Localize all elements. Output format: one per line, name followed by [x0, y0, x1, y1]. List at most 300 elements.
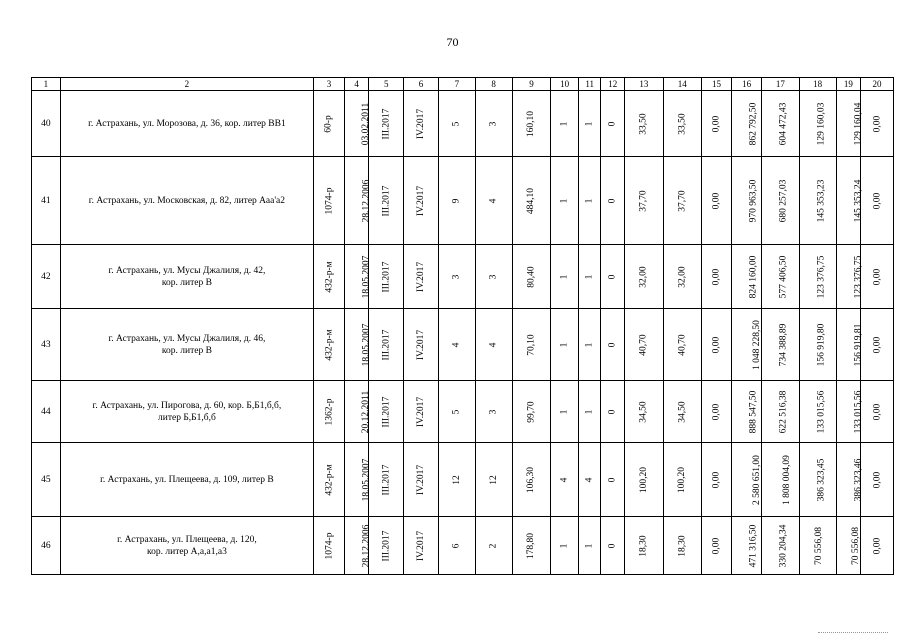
- header-cell: 1: [32, 78, 61, 91]
- cell-c20: [861, 157, 894, 245]
- header-cell: 8: [475, 78, 512, 91]
- cell-c12: [601, 309, 625, 381]
- cell-c9: [512, 157, 551, 245]
- cell-value: 5: [451, 409, 462, 414]
- cell-value: 1: [584, 121, 595, 126]
- cell-value: III.2017: [381, 396, 392, 427]
- cell-c14: [663, 245, 701, 309]
- cell-value: 1: [559, 274, 570, 279]
- cell-c13: [624, 381, 663, 443]
- cell-value: 18,30: [638, 534, 649, 557]
- cell-value: 133 015,56: [816, 390, 827, 433]
- cell-c8: [475, 245, 512, 309]
- cell-c6: [404, 157, 439, 245]
- cell-value: 0,00: [872, 115, 883, 132]
- cell-c12: [601, 157, 625, 245]
- cell-value: IV.2017: [416, 530, 427, 561]
- address-cell: [60, 91, 314, 157]
- cell-value: 28.12.2006: [361, 179, 372, 222]
- cell-value: 471 316,50: [748, 524, 759, 567]
- cell-c8: [475, 91, 512, 157]
- cell-value: III.2017: [381, 530, 392, 561]
- cell-c10: [551, 443, 579, 517]
- address-line: кор. литер В: [161, 277, 212, 288]
- cell-value: 862 792,50: [748, 102, 759, 145]
- address-line: кор. литер А,а,а1,а3: [146, 546, 227, 557]
- table-row: [32, 309, 894, 381]
- cell-value: 18.05.2007: [361, 323, 372, 366]
- cell-value: III.2017: [381, 185, 392, 216]
- cell-c10: [551, 245, 579, 309]
- cell-c16: [732, 381, 762, 443]
- cell-value: 20.12.2011: [361, 390, 372, 433]
- cell-c13: [624, 517, 663, 575]
- cell-value: 1074-р: [324, 187, 335, 214]
- header-cell: 10: [551, 78, 579, 91]
- address-line: г. Астрахань, ул. Плещеева, д. 120,: [117, 534, 257, 545]
- header-cell: 7: [438, 78, 475, 91]
- cell-value: 1: [559, 198, 570, 203]
- cell-value: 0: [607, 121, 618, 126]
- cell-value: 1: [584, 342, 595, 347]
- cell-c15: [701, 157, 732, 245]
- cell-c15: [701, 381, 732, 443]
- cell-c17: [761, 157, 799, 245]
- cell-c6: [404, 381, 439, 443]
- cell-c18: [799, 91, 836, 157]
- cell-value: 577 406,50: [778, 255, 789, 298]
- cell-c14: [663, 381, 701, 443]
- cell-value: 1074-р: [324, 532, 335, 559]
- cell-value: 70 556,08: [813, 526, 824, 565]
- cell-c20: [861, 443, 894, 517]
- cell-value: 4: [559, 477, 570, 482]
- cell-value: 18,30: [677, 534, 688, 557]
- cell-c9: [512, 381, 551, 443]
- cell-value: 160,10: [526, 110, 537, 137]
- cell-c13: [624, 309, 663, 381]
- cell-value: 4: [584, 477, 595, 482]
- cell-c8: [475, 309, 512, 381]
- cell-value: 18.05.2007: [361, 255, 372, 298]
- row-number: 46: [32, 517, 61, 575]
- cell-c3: [314, 245, 345, 309]
- address-line: литер Б,Б1,б,б: [158, 412, 216, 423]
- cell-value: 3: [488, 274, 499, 279]
- cell-c7: [438, 381, 475, 443]
- cell-c20: [861, 381, 894, 443]
- cell-c16: [732, 157, 762, 245]
- address-line: г. Астрахань, ул. Пирогова, д. 60, кор. Б,Б1,б,б,: [92, 400, 282, 411]
- cell-c4: [344, 91, 372, 157]
- cell-value: 32,00: [638, 265, 649, 288]
- cell-c18: [799, 381, 836, 443]
- cell-value: 2 580 651,00: [752, 454, 763, 505]
- cell-c3: [314, 381, 345, 443]
- cell-c14: [663, 309, 701, 381]
- cell-value: 0: [607, 342, 618, 347]
- cell-value: 70,10: [526, 333, 537, 356]
- address-line: г. Астрахань, ул. Морозова, д. 36, кор. литер ВВ1: [88, 118, 286, 129]
- cell-c10: [551, 91, 579, 157]
- cell-value: III.2017: [381, 261, 392, 292]
- cell-c20: [861, 245, 894, 309]
- table-row: [32, 91, 894, 157]
- cell-value: 34,50: [677, 400, 688, 423]
- cell-value: 123 376,75: [852, 255, 863, 298]
- cell-c10: [551, 309, 579, 381]
- cell-c11: [578, 381, 600, 443]
- cell-c17: [761, 309, 799, 381]
- cell-value: 1: [584, 198, 595, 203]
- cell-c12: [601, 517, 625, 575]
- cell-value: 34,50: [638, 400, 649, 423]
- cell-c18: [799, 443, 836, 517]
- cell-value: 0: [607, 274, 618, 279]
- cell-value: 0,00: [872, 192, 883, 209]
- cell-c20: [861, 309, 894, 381]
- cell-c14: [663, 91, 701, 157]
- cell-c13: [624, 157, 663, 245]
- cell-value: 133 015,56: [852, 390, 863, 433]
- cell-c5: [369, 309, 404, 381]
- cell-c5: [369, 157, 404, 245]
- address-cell: [60, 443, 314, 517]
- address-cell: [60, 381, 314, 443]
- cell-c16: [732, 309, 762, 381]
- cell-value: IV.2017: [416, 108, 427, 139]
- cell-c16: [732, 91, 762, 157]
- cell-c7: [438, 157, 475, 245]
- cell-value: 0,00: [711, 192, 722, 209]
- cell-value: 604 472,43: [778, 102, 789, 145]
- cell-c19: [836, 517, 861, 575]
- address-line: кор. литер В: [161, 345, 212, 356]
- cell-value: 3: [488, 409, 499, 414]
- row-number: 43: [32, 309, 61, 381]
- cell-value: 9: [451, 198, 462, 203]
- cell-value: 1: [559, 409, 570, 414]
- cell-value: 80,40: [526, 265, 537, 288]
- cell-c17: [761, 443, 799, 517]
- cell-value: 0,00: [711, 537, 722, 554]
- cell-value: 40,70: [677, 333, 688, 356]
- cell-c13: [624, 443, 663, 517]
- cell-value: 1: [584, 274, 595, 279]
- cell-value: 1: [559, 342, 570, 347]
- cell-c5: [369, 381, 404, 443]
- header-cell: 20: [861, 78, 894, 91]
- cell-c16: [732, 443, 762, 517]
- cell-c13: [624, 91, 663, 157]
- cell-c10: [551, 381, 579, 443]
- cell-value: 123 376,75: [816, 255, 827, 298]
- cell-c11: [578, 91, 600, 157]
- address-cell: [60, 157, 314, 245]
- table-row: [32, 517, 894, 575]
- table-row: [32, 381, 894, 443]
- cell-value: 734 388,89: [778, 323, 789, 366]
- cell-c4: [344, 381, 372, 443]
- cell-value: 145 353,23: [816, 179, 827, 222]
- row-number: 42: [32, 245, 61, 309]
- cell-value: 432-р-м: [324, 328, 335, 361]
- header-cell: 18: [799, 78, 836, 91]
- data-table: [31, 77, 894, 575]
- cell-c3: [314, 91, 345, 157]
- cell-value: 0,00: [872, 537, 883, 554]
- header-cell: 4: [344, 78, 369, 91]
- cell-c14: [663, 517, 701, 575]
- cell-c9: [512, 517, 551, 575]
- cell-c4: [344, 245, 372, 309]
- cell-c3: [314, 309, 345, 381]
- cell-value: 0,00: [711, 268, 722, 285]
- header-cell: 19: [836, 78, 861, 91]
- cell-c8: [475, 517, 512, 575]
- cell-c14: [663, 443, 701, 517]
- cell-c9: [512, 443, 551, 517]
- table-row: [32, 245, 894, 309]
- cell-c7: [438, 245, 475, 309]
- header-cell: 2: [60, 78, 314, 91]
- cell-value: 0: [607, 198, 618, 203]
- cell-value: 1: [584, 409, 595, 414]
- cell-value: 432-р-м: [324, 463, 335, 496]
- cell-value: 129 160,04: [852, 102, 863, 145]
- cell-value: 0,00: [711, 115, 722, 132]
- cell-c4: [344, 517, 372, 575]
- cell-value: 99,70: [526, 400, 537, 423]
- cell-c18: [799, 245, 836, 309]
- scan-artifact: [818, 632, 888, 637]
- address-line: г. Астрахань, ул. Мусы Джалиля, д. 42,: [108, 265, 266, 276]
- cell-value: 0,00: [711, 336, 722, 353]
- cell-value: 28.12.2006: [361, 524, 372, 567]
- cell-c5: [369, 245, 404, 309]
- address-cell: [60, 517, 314, 575]
- cell-value: IV.2017: [416, 185, 427, 216]
- cell-c12: [601, 381, 625, 443]
- cell-c3: [314, 443, 345, 517]
- cell-c17: [761, 517, 799, 575]
- cell-value: 40,70: [638, 333, 649, 356]
- cell-value: 3: [451, 274, 462, 279]
- header-cell: 11: [578, 78, 600, 91]
- cell-c11: [578, 157, 600, 245]
- row-number: 45: [32, 443, 61, 517]
- cell-c20: [861, 91, 894, 157]
- cell-value: 1 808 004,09: [781, 454, 792, 505]
- cell-value: 888 547,50: [748, 390, 759, 433]
- cell-value: 4: [488, 198, 499, 203]
- table-row: [32, 157, 894, 245]
- cell-c11: [578, 245, 600, 309]
- cell-value: 32,00: [677, 265, 688, 288]
- cell-value: IV.2017: [416, 396, 427, 427]
- cell-c19: [836, 381, 861, 443]
- cell-c20: [861, 517, 894, 575]
- row-number: 40: [32, 91, 61, 157]
- cell-c19: [836, 245, 861, 309]
- cell-c7: [438, 309, 475, 381]
- cell-c17: [761, 381, 799, 443]
- address-cell: [60, 245, 314, 309]
- cell-value: 0: [607, 409, 618, 414]
- cell-c15: [701, 309, 732, 381]
- cell-value: 1: [584, 543, 595, 548]
- cell-c7: [438, 443, 475, 517]
- cell-c9: [512, 91, 551, 157]
- cell-c18: [799, 309, 836, 381]
- cell-value: III.2017: [381, 108, 392, 139]
- cell-value: 386 323,46: [852, 458, 863, 501]
- cell-value: 4: [488, 342, 499, 347]
- cell-c12: [601, 91, 625, 157]
- cell-value: IV.2017: [416, 261, 427, 292]
- cell-value: 622 516,38: [778, 390, 789, 433]
- cell-c6: [404, 309, 439, 381]
- cell-c10: [551, 157, 579, 245]
- cell-value: 0: [607, 543, 618, 548]
- cell-c15: [701, 443, 732, 517]
- cell-value: 129 160,03: [816, 102, 827, 145]
- cell-c5: [369, 443, 404, 517]
- cell-c12: [601, 443, 625, 517]
- cell-value: 100,20: [638, 466, 649, 493]
- cell-value: 0,00: [711, 471, 722, 488]
- cell-value: 484,10: [526, 187, 537, 214]
- cell-value: 0,00: [872, 403, 883, 420]
- cell-c3: [314, 517, 345, 575]
- address-line: г. Астрахань, ул. Мусы Джалиля, д. 46,: [108, 333, 266, 344]
- cell-value: 12: [451, 474, 462, 485]
- cell-value: 156 919,80: [816, 323, 827, 366]
- cell-value: IV.2017: [416, 329, 427, 360]
- cell-value: 1362-р: [324, 398, 335, 425]
- cell-value: 4: [451, 342, 462, 347]
- address-line: г. Астрахань, ул. Плещеева, д. 109, литер В: [100, 474, 274, 485]
- cell-c14: [663, 157, 701, 245]
- header-row: [32, 78, 894, 91]
- cell-value: 432-р-м: [324, 260, 335, 293]
- cell-value: 18.05.2007: [361, 458, 372, 501]
- cell-value: 0,00: [711, 403, 722, 420]
- cell-value: 0: [607, 477, 618, 482]
- row-number: 41: [32, 157, 61, 245]
- cell-value: 178,80: [526, 532, 537, 559]
- cell-value: 386 323,45: [816, 458, 827, 501]
- cell-c19: [836, 157, 861, 245]
- cell-value: 33,50: [638, 112, 649, 135]
- cell-value: 03.02.2011: [361, 102, 372, 145]
- cell-c10: [551, 517, 579, 575]
- cell-c4: [344, 157, 372, 245]
- cell-value: 970 963,50: [748, 179, 759, 222]
- cell-value: 2: [488, 543, 499, 548]
- cell-value: 0,00: [872, 471, 883, 488]
- cell-c13: [624, 245, 663, 309]
- cell-value: 33,50: [677, 112, 688, 135]
- cell-value: 680 257,03: [778, 179, 789, 222]
- cell-value: III.2017: [381, 329, 392, 360]
- row-number: 44: [32, 381, 61, 443]
- cell-value: 37,70: [677, 189, 688, 212]
- cell-c6: [404, 91, 439, 157]
- cell-c7: [438, 91, 475, 157]
- cell-c5: [369, 517, 404, 575]
- cell-c17: [761, 91, 799, 157]
- cell-c6: [404, 517, 439, 575]
- cell-c12: [601, 245, 625, 309]
- cell-c5: [369, 91, 404, 157]
- header-cell: 17: [761, 78, 799, 91]
- cell-value: 60-р: [324, 114, 335, 133]
- cell-value: 1: [559, 543, 570, 548]
- cell-value: 330 204,34: [778, 524, 789, 567]
- header-cell: 16: [732, 78, 762, 91]
- header-cell: 9: [512, 78, 551, 91]
- cell-c8: [475, 443, 512, 517]
- cell-c16: [732, 517, 762, 575]
- cell-value: 824 160,00: [748, 255, 759, 298]
- page-number: 70: [446, 35, 459, 49]
- cell-c15: [701, 245, 732, 309]
- cell-c15: [701, 91, 732, 157]
- cell-c17: [761, 245, 799, 309]
- cell-value: 100,20: [677, 466, 688, 493]
- cell-c11: [578, 517, 600, 575]
- cell-c6: [404, 245, 439, 309]
- cell-value: 156 919,81: [852, 323, 863, 366]
- header-cell: 13: [624, 78, 663, 91]
- cell-c18: [799, 517, 836, 575]
- cell-value: IV.2017: [416, 464, 427, 495]
- cell-value: 3: [488, 121, 499, 126]
- cell-c9: [512, 245, 551, 309]
- cell-c4: [344, 309, 372, 381]
- cell-c3: [314, 157, 345, 245]
- header-cell: 3: [314, 78, 345, 91]
- cell-c9: [512, 309, 551, 381]
- address-line: г. Астрахань, ул. Московская, д. 82, литер Ааа'а2: [88, 195, 286, 206]
- cell-value: 70 556,08: [850, 526, 861, 565]
- cell-c18: [799, 157, 836, 245]
- header-cell: 15: [701, 78, 732, 91]
- cell-c19: [836, 91, 861, 157]
- cell-c19: [836, 443, 861, 517]
- cell-value: 106,30: [526, 466, 537, 493]
- cell-c19: [836, 309, 861, 381]
- cell-c6: [404, 443, 439, 517]
- cell-c4: [344, 443, 372, 517]
- cell-c16: [732, 245, 762, 309]
- cell-value: 0,00: [872, 336, 883, 353]
- cell-value: 1: [559, 121, 570, 126]
- table-row: [32, 443, 894, 517]
- cell-c8: [475, 381, 512, 443]
- cell-value: 5: [451, 121, 462, 126]
- cell-c7: [438, 517, 475, 575]
- header-cell: 6: [404, 78, 439, 91]
- cell-value: 1 048 228,50: [752, 319, 763, 370]
- header-cell: 5: [369, 78, 404, 91]
- cell-c15: [701, 517, 732, 575]
- cell-c11: [578, 309, 600, 381]
- cell-value: 0,00: [872, 268, 883, 285]
- cell-c11: [578, 443, 600, 517]
- address-cell: [60, 309, 314, 381]
